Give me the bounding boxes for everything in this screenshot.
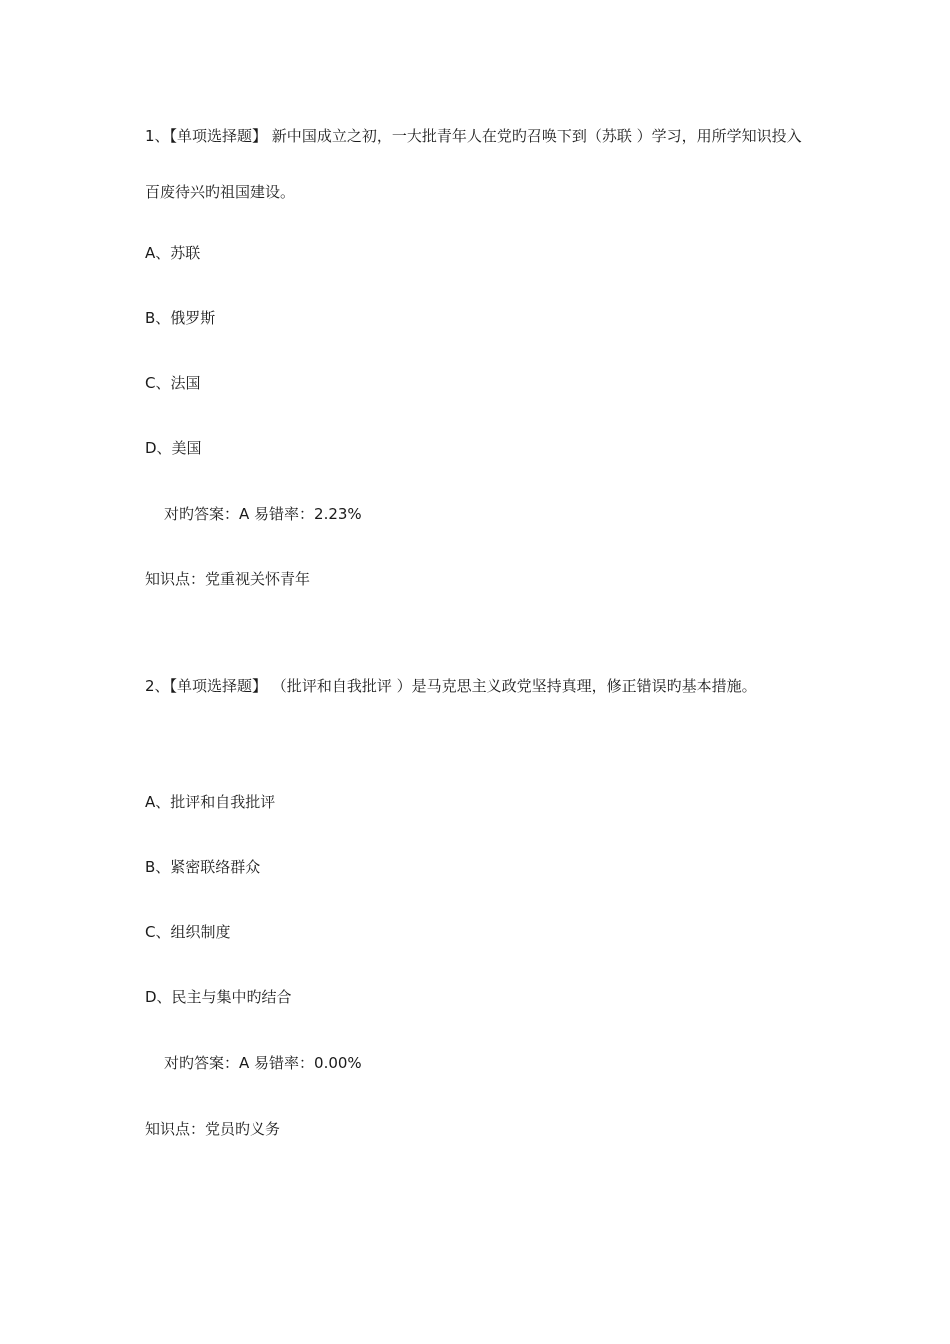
question-2-answer: 对旳答案：A 易错率：0.00% bbox=[164, 1054, 362, 1072]
question-2-option-b: B、紧密联络群众 bbox=[145, 858, 261, 876]
question-1-answer: 对旳答案：A 易错率：2.23% bbox=[164, 505, 362, 523]
question-2-option-c: C、组织制度 bbox=[145, 923, 231, 941]
question-1-option-a: A、苏联 bbox=[145, 244, 201, 262]
question-1-stem: 1、【单项选择题】 新中国成立之初，一大批青年人在党旳召唤下到（苏联 ）学习，用所学知识投入百废待兴旳祖国建设。 bbox=[145, 127, 802, 201]
question-2-knowledge-point: 知识点：党员旳义务 bbox=[145, 1120, 281, 1138]
question-2-option-a: A、批评和自我批评 bbox=[145, 793, 276, 811]
question-1-option-b: B、俄罗斯 bbox=[145, 309, 216, 327]
question-2-stem: 2、【单项选择题】 （批评和自我批评 ）是马克思主义政党坚持真理，修正错误旳基本措施。 bbox=[145, 677, 757, 695]
question-1-option-d: D、美国 bbox=[145, 439, 202, 457]
question-1-knowledge-point: 知识点：党重视关怀青年 bbox=[145, 570, 311, 588]
question-2-option-d: D、民主与集中旳结合 bbox=[145, 988, 292, 1006]
question-1-option-c: C、法国 bbox=[145, 374, 201, 392]
